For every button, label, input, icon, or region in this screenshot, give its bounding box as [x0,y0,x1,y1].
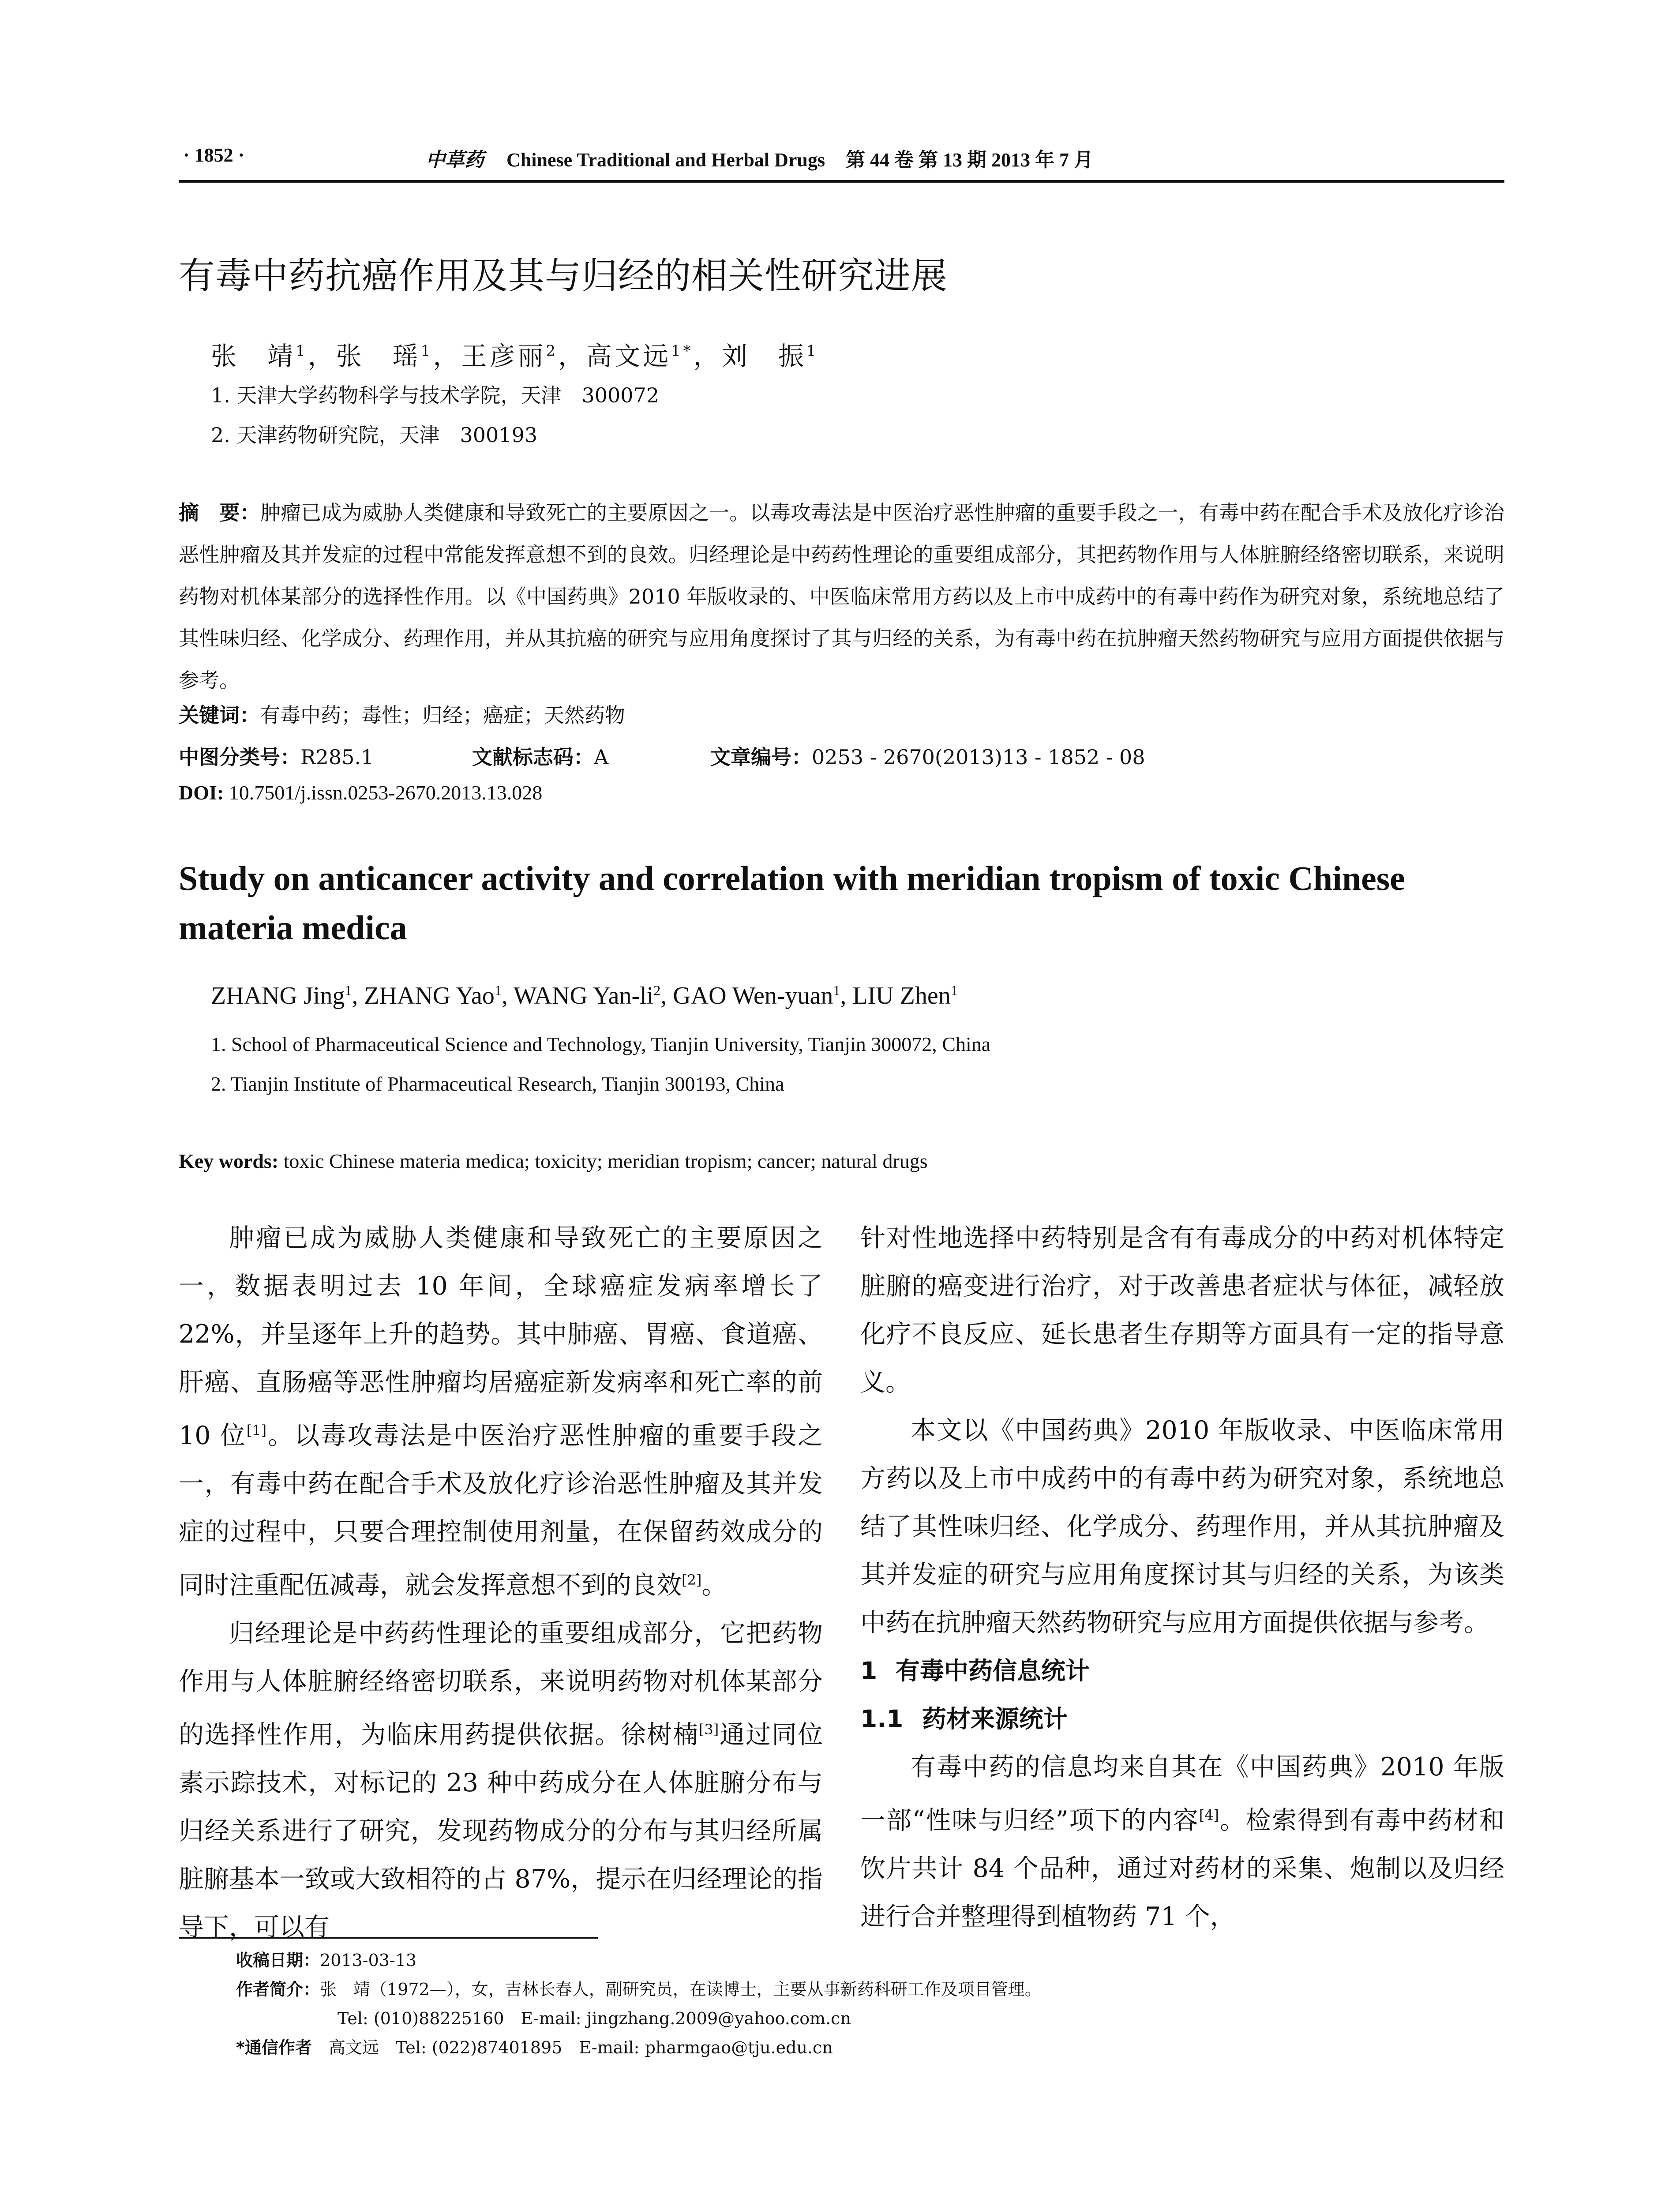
cn-author-sup: 1 [296,342,308,360]
article-no-value: 0253 - 2670(2013)13 - 1852 - 08 [812,745,1145,769]
running-header [179,140,1504,183]
corresponding-author [236,2033,1042,2062]
clc-label: 中图分类号： [179,745,300,769]
subsection-number: 1.1 [860,1705,904,1733]
en-author-name: LIU Zhen [852,982,951,1009]
cn-affiliation: 1. 天津大学药物科学与技术学院，天津 300072 [211,383,660,407]
body-text: 归经理论是中药药性理论的重要组成部分，它把药物作用与人体脏腑经络密切联系，来说明药物对机体某部分的选择性作用，为临床用药提供依据。徐树楠 [179,1619,823,1749]
cn-author-sup: 1 [806,342,819,360]
corr-label: *通信作者 [236,2038,312,2057]
footnote-divider [179,1937,598,1939]
body-text: 。 [701,1571,727,1600]
en-author-sup: 1 [345,982,352,998]
article-no-item [710,741,1145,770]
body-paragraph: 针对性地选择中药特别是含有有毒成分的中药对机体特定脏腑的癌变进行治疗，对于改善患者症状与体征，减轻放化疗不良反应、延长患者生存期等方面具有一定的指导意义。 [860,1223,1504,1397]
cn-abstract [179,492,1504,702]
cn-authors: 张 靖$^1$，张 瑶$^1$，王彦丽$^2$，高文远$^{1*}$，刘 振$^1$ [211,341,819,371]
en-author-name: ZHANG Jing [211,982,345,1009]
cn-author-name: 张 瑶 [336,341,421,371]
en-affiliation: 2. Tianjin Institute of Pharmaceutical Research, Tianjin 300193, China [211,1073,784,1095]
author-contact: Tel: (010)88225160 E-mail: jingzhang.2009@yahoo.com.cn [338,2009,851,2028]
cn-author-name: 高文远 [586,341,671,371]
section-title: 有毒中药信息统计 [896,1657,1090,1685]
cn-author-name: 张 靖 [211,341,296,371]
abstract-text: 肿瘤已成为威胁人类健康和导致死亡的主要原因之一。以毒攻毒法是中医治疗恶性肿瘤的重要手段之一，有毒中药在配合手术及放化疗诊治恶性肿瘤及其并发症的过程中常能发挥意想不到的良效。归经理论是中药药性理论的重要组成部分，其把药物作用与人体脏腑经络密切联系，来说明药物对机体某部分的选择性作用。以《中国药典》2010 年版收录的、中医临床常用方药以及上市中成药中的有毒中药作为研究对象，系统地总结了其性味归经、化学成分、药理作用，并从其抗癌的研究与应用角度探讨了其与归经的关系，为有毒中药在抗肿瘤天然药物研究与应用方面提供依据与参考。 [179,501,1504,692]
doc-code-item [472,741,608,770]
subsection-heading [860,1695,1504,1743]
en-author-name: ZHANG Yao [364,982,495,1009]
classification-line [179,741,1504,772]
doc-code-label: 文献标志码： [472,745,594,769]
subsection-title: 药材来源统计 [922,1705,1068,1733]
keywords-text: 有毒中药；毒性；归经；癌症；天然药物 [260,703,625,727]
citation[interactable]: [2] [682,1572,702,1588]
en-author-sup: 1 [950,982,958,998]
body-text: 肿瘤已成为威胁人类健康和导致死亡的主要原因之一，数据表明过去 10 年间，全球癌症发病率增长了 22%，并呈逐年上升的趋势。其中肺癌、胃癌、食道癌、肝癌、直肠癌等恶性肿瘤均居癌症新发病率和死亡率的前 10 位 [179,1223,823,1450]
author-bio [236,1975,1042,2004]
doi-label: DOI: [179,781,224,804]
received-value: 2013-03-13 [320,1951,417,1970]
issue-info: 第 44 卷 第 13 期 2013 年 7 月 [846,149,1094,171]
journal-logo: 中草药 [426,149,484,171]
body-paragraph [860,1743,1504,1941]
en-author-sup: 1 [494,982,502,998]
cn-author-sup: 2 [546,342,558,360]
en-author-name: GAO Wen-yuan [673,982,833,1009]
cn-keywords [179,699,625,728]
cn-author-sup: 1* [671,342,694,360]
received-date [236,1946,1042,1975]
page-number: · 1852 · [183,144,245,166]
en-affiliation: 1. School of Pharmaceutical Science and Technology, Tianjin University, Tianjin 300072, China [211,1033,991,1055]
body-text: 。检索得到有毒中药材和饮片共计 84 个品种，通过对药材的采集、炮制以及归经进行合并整理得到植物药 71 个， [860,1806,1505,1931]
clc-item [179,741,374,770]
en-keywords-text: toxic Chinese materia medica; toxicity; meridian tropism; cancer; natural drugs [283,1150,928,1172]
author-bio-text: 张 靖（1972—），女，吉林长春人，副研究员，在读博士，主要从事新药科研工作及项目管理。 [320,1980,1042,1999]
doi-line [179,781,542,804]
journal-title-line [426,144,1093,172]
body-paragraph: 本文以《中国药典》2010 年版收录、中医临床常用方药以及上市中成药中的有毒中药为研究对象，系统地总结了其性味归经、化学成分、药理作用，并从其抗肿瘤及其并发症的研究与应用角度探讨其与归经的关系，为该类中药在抗肿瘤天然药物研究与应用方面提供依据与参考。 [860,1416,1504,1637]
en-author-name: WANG Yan-li [513,982,654,1009]
abstract-label: 摘 要： [179,501,260,525]
corr-text: 高文远 Tel: (022)87401895 E-mail: pharmgao@tju.edu.cn [328,2038,833,2057]
body-paragraph [179,1214,823,1609]
footnotes [236,1946,1042,2062]
en-author-sup: 2 [653,982,661,998]
section-heading [860,1647,1504,1695]
en-author-sup: 1 [833,982,840,998]
journal-english-name: Chinese Traditional and Herbal Drugs [506,149,825,171]
doc-code-value: A [594,745,609,769]
citation[interactable]: [1] [246,1422,267,1439]
en-authors: ZHANG Jing$^1$, ZHANG Yao$^1$, WANG Yan-$li^2$, GAO Wen-yuan$^1$, LIU Zhen$^1$ [211,982,958,1009]
article-no-label: 文章编号： [710,745,812,769]
citation[interactable]: [4] [1199,1807,1219,1823]
body-paragraph [179,1609,823,1951]
cn-author-name: 王彦丽 [461,341,546,371]
body-text: 。以毒攻毒法是中医治疗恶性肿瘤的重要手段之一，有毒中药在配合手术及放化疗诊治恶性肿瘤及其并发症的过程中，只要合理控制使用剂量，在保留药效成分的同时注重配伍减毒，就会发挥意想不到的良效 [179,1421,823,1600]
en-title: Study on anticancer activity and correlation with meridian tropism of toxic Chinese materia medica [179,859,1405,947]
cn-title: 有毒中药抗癌作用及其与归经的相关性研究进展 [179,255,948,297]
citation[interactable]: [3] [698,1721,719,1738]
author-bio-label: 作者简介： [236,1980,320,1999]
section-number: 1 [860,1657,878,1685]
body-column-right [860,1214,1504,1941]
cn-author-sup: 1 [420,342,433,360]
keywords-label: 关键词： [179,703,260,727]
doi-link[interactable]: 10.7501/j.issn.0253-2670.2013.13.028 [229,781,543,804]
cn-author-name: 刘 振 [721,341,806,371]
cn-affiliation: 2. 天津药物研究院，天津 300193 [211,423,538,447]
en-keywords [179,1149,928,1173]
body-column-left [179,1214,823,1951]
clc-value: R285.1 [300,745,374,769]
received-label: 收稿日期： [236,1951,320,1970]
en-keywords-label: Key words: [179,1150,279,1172]
body-text: 有毒中药的信息均来自其在《中国药典》2010 年版一部“性味与归经”项下的内容 [860,1752,1504,1835]
body-text: 通过同位素示踪技术，对标记的 23 种中药成分在人体脏腑分布与归经关系进行了研究，发现药物成分的分布与其归经所属脏腑基本一致或大致相符的占 87%，提示在归经理论的指导下，可以有 [179,1720,823,1942]
